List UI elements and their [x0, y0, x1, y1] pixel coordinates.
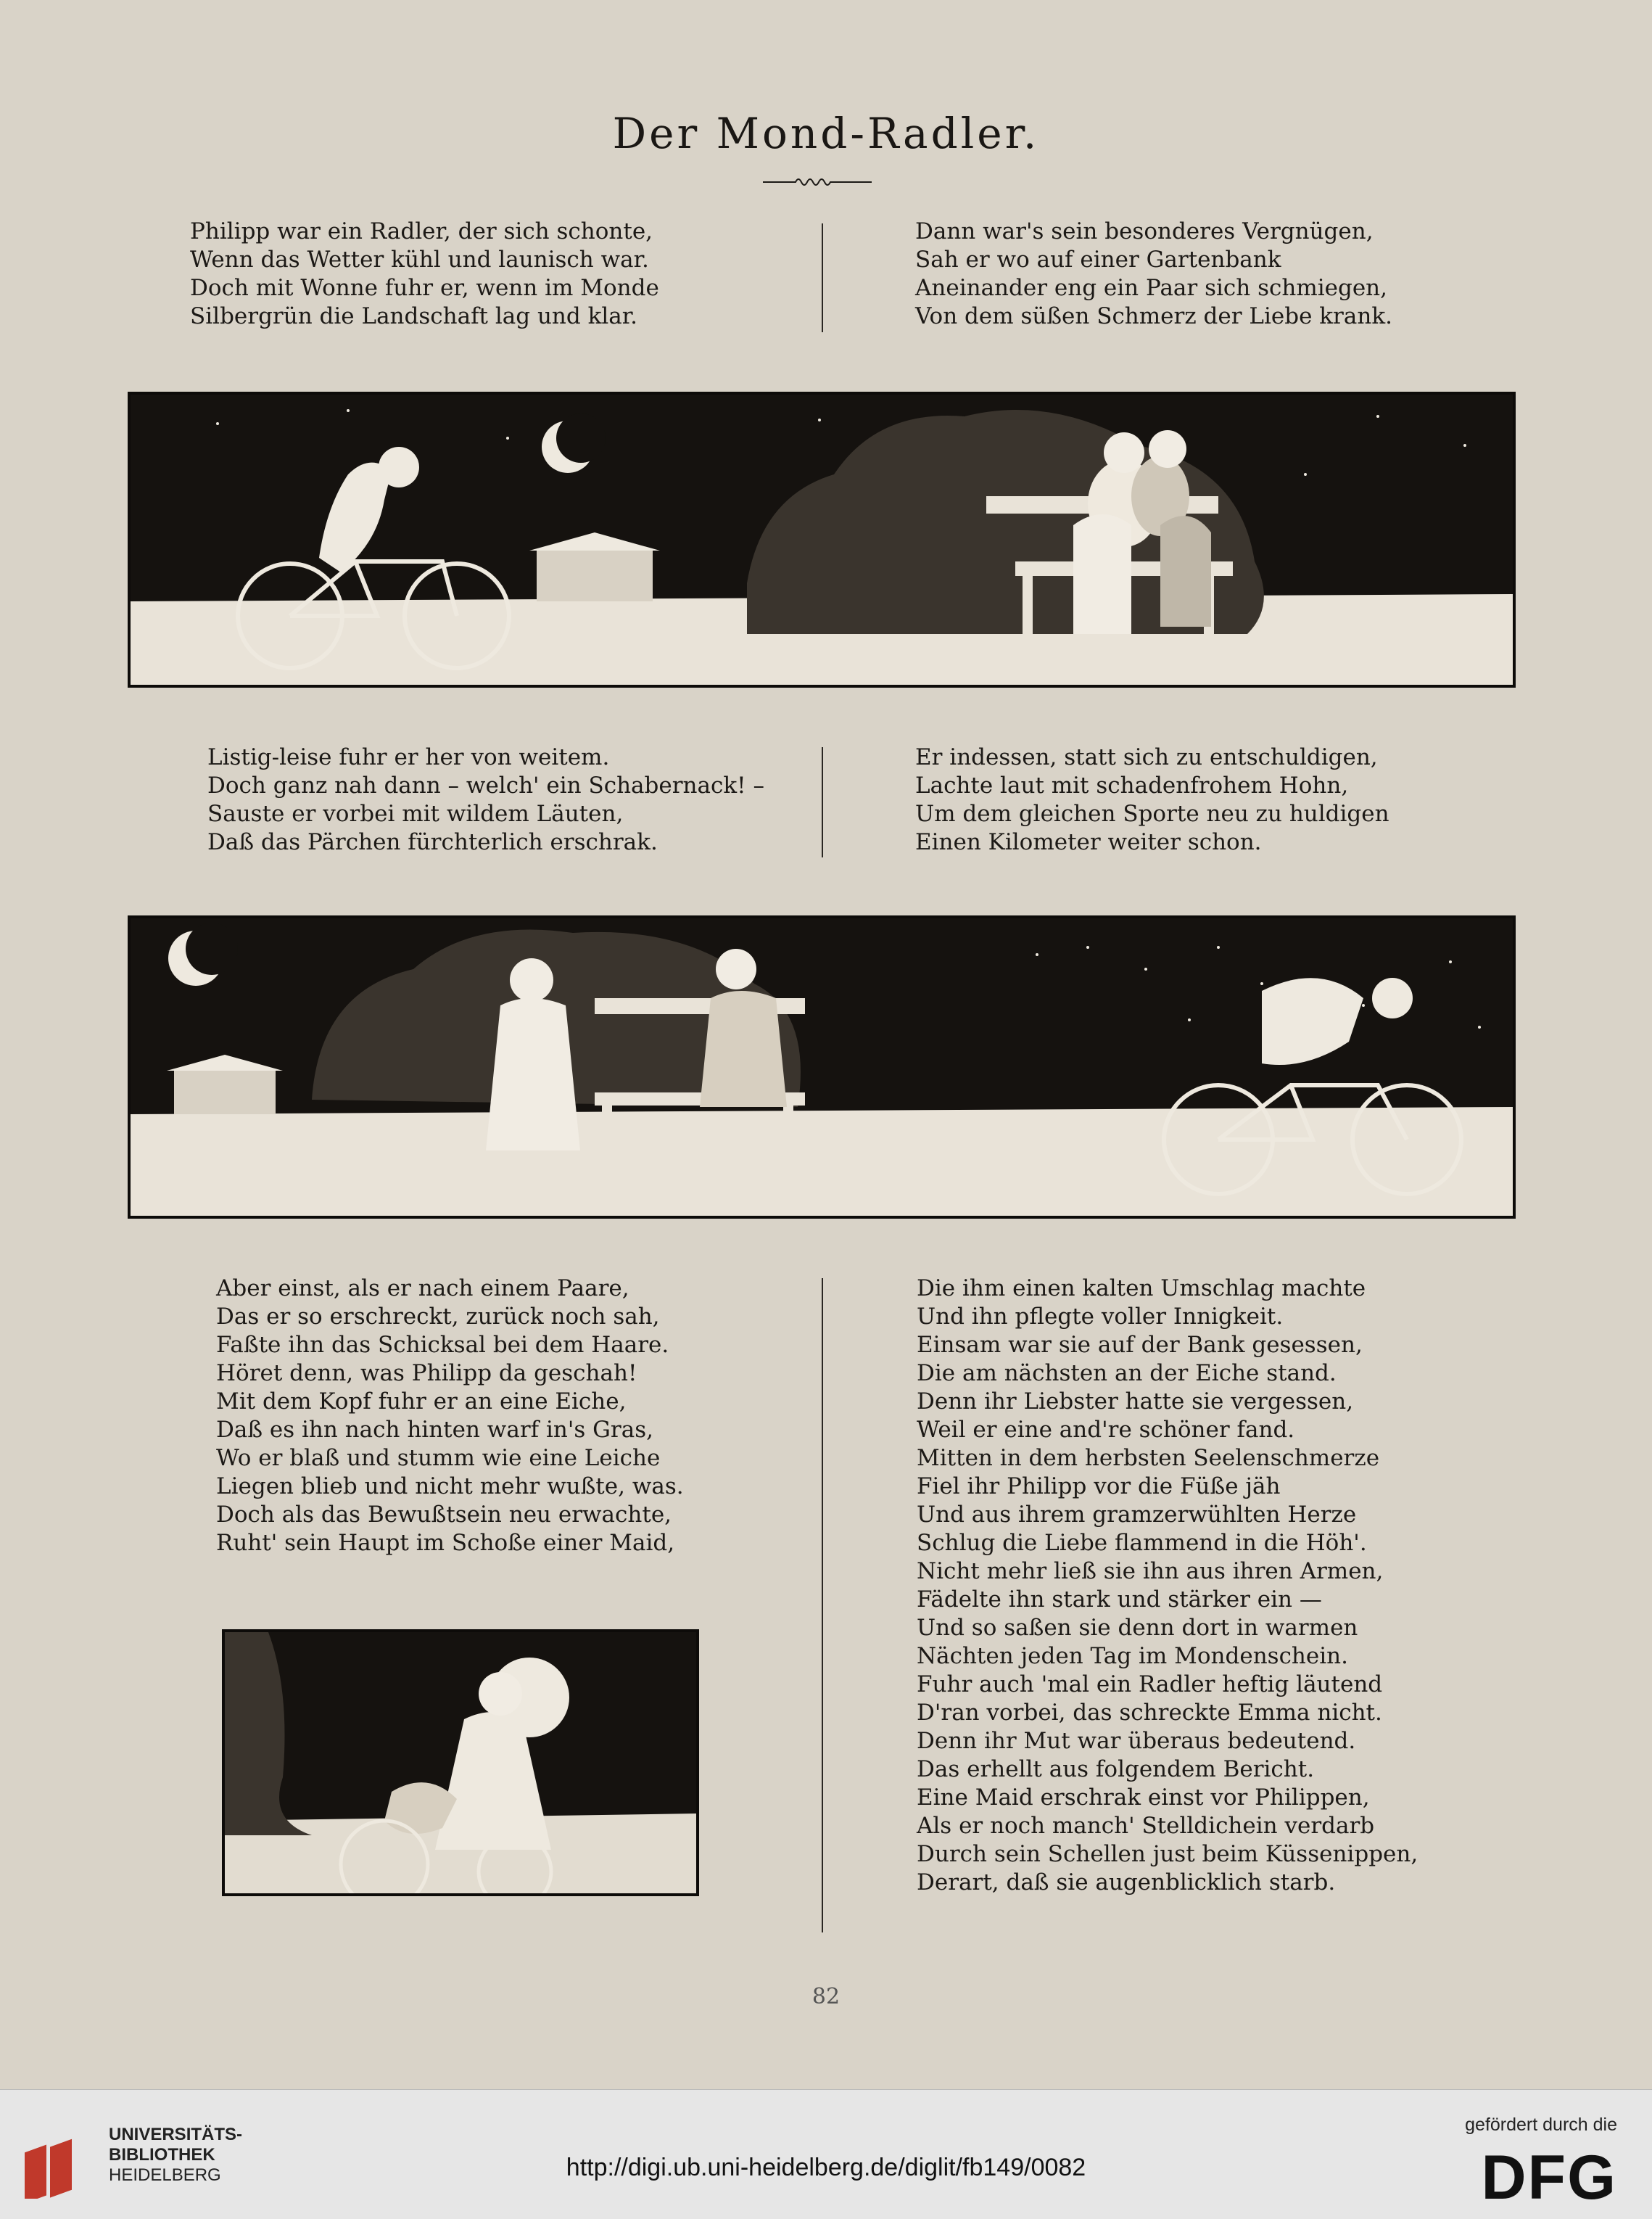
column-divider — [822, 223, 823, 332]
verse-line: Durch sein Schellen just beim Küssenippen, — [917, 1841, 1418, 1867]
verse-line: Einsam war sie auf der Bank gesessen, — [917, 1332, 1363, 1358]
verse-line: Das erhellt aus folgendem Bericht. — [917, 1756, 1315, 1782]
verse-line: Schlug die Liebe flammend in die Höh'. — [917, 1530, 1367, 1556]
verse-line: Einen Kilometer weiter schon. — [915, 829, 1262, 855]
verse-line: Die ihm einen kalten Umschlag machte — [917, 1275, 1366, 1301]
verse-line: Daß das Pärchen fürchterlich erschrak. — [207, 829, 658, 855]
verse-line: Sah er wo auf einer Gartenbank — [915, 247, 1281, 273]
column-divider — [822, 1278, 823, 1932]
verse-line: D'ran vorbei, das schreckte Emma nicht. — [917, 1700, 1382, 1726]
verse-line: Als er noch manch' Stelldichein verdarb — [917, 1813, 1375, 1839]
verse-line: Dann war's sein besonderes Vergnügen, — [915, 218, 1374, 244]
verse-line: Höret denn, was Philipp da geschah! — [216, 1360, 637, 1386]
verse-line: Faßte ihn das Schicksal bei dem Haare. — [216, 1332, 669, 1358]
stanza-2-left — [207, 744, 764, 857]
verse-line: Ruht' sein Haupt im Schoße einer Maid, — [216, 1530, 675, 1556]
verse-line: Doch mit Wonne fuhr er, wenn im Monde — [190, 275, 659, 301]
illustration-startled-couple-on-bench — [128, 915, 1516, 1219]
verse-line: Mit dem Kopf fuhr er an eine Eiche, — [216, 1388, 627, 1415]
verse-line: Fiel ihr Philipp vor die Füße jäh — [917, 1473, 1281, 1499]
verse-line: Fädelte ihn stark und stärker ein — — [917, 1586, 1322, 1613]
verse-line: Listig-leise fuhr er her von weitem. — [207, 744, 610, 770]
verse-line: Eine Maid erschrak einst vor Philippen, — [917, 1784, 1370, 1811]
verse-line: Fuhr auch 'mal ein Radler heftig läutend — [917, 1671, 1383, 1697]
verse-line: Doch als das Bewußtsein neu erwachte, — [216, 1502, 672, 1528]
verse-line: Weil er eine and're schöner fand. — [917, 1417, 1295, 1443]
page-number: 82 — [811, 1984, 841, 2009]
verse-line: Um dem gleichen Sporte neu zu huldigen — [915, 801, 1389, 827]
stanza-3-left — [216, 1275, 684, 1557]
verse-line: Nächten jeden Tag im Mondenschein. — [917, 1643, 1348, 1669]
illustration-cyclist-and-kissing-couple — [128, 392, 1516, 688]
verse-line: Sauste er vorbei mit wildem Läuten, — [207, 801, 624, 827]
poem-title: Der Mond-Radler. — [612, 109, 1040, 158]
title-ornament — [763, 174, 872, 190]
verse-line: Wo er blaß und stumm wie eine Leiche — [216, 1445, 661, 1471]
stanza-2-right — [915, 744, 1389, 857]
verse-line: Denn ihr Mut war überaus bedeutend. — [917, 1728, 1356, 1754]
verse-line: Das er so erschreckt, zurück noch sah, — [216, 1304, 660, 1330]
verse-line: Aneinander eng ein Paar sich schmiegen, — [915, 275, 1387, 301]
dfg-logo: DFG — [1481, 2143, 1617, 2212]
verse-line: Und ihn pflegte voller Innigkeit. — [917, 1304, 1284, 1330]
verse-line: Nicht mehr ließ sie ihn aus ihren Armen, — [917, 1558, 1384, 1584]
university-library-name: UNIVERSITÄTS- BIBLIOTHEK HEIDELBERG — [109, 2125, 243, 2185]
verse-line: Philipp war ein Radler, der sich schonte, — [190, 218, 653, 244]
illustration-maid-nursing-philipp — [222, 1629, 699, 1896]
verse-line: Und aus ihrem gramzerwühlten Herze — [917, 1502, 1357, 1528]
verse-line: Daß es ihn nach hinten warf in's Gras, — [216, 1417, 653, 1443]
funding-note: gefördert durch die — [1465, 2115, 1617, 2135]
verse-line: Aber einst, als er nach einem Paare, — [216, 1275, 629, 1301]
verse-line: Liegen blieb und nicht mehr wußte, was. — [216, 1473, 684, 1499]
verse-line: Die am nächsten an der Eiche stand. — [917, 1360, 1337, 1386]
verse-line: Doch ganz nah dann – welch' ein Schabernack! – — [207, 773, 764, 799]
verse-line: Silbergrün die Landschaft lag und klar. — [190, 303, 638, 329]
viewer-footer — [0, 2089, 1652, 2219]
column-divider — [822, 747, 823, 857]
verse-line: Er indessen, statt sich zu entschuldigen, — [915, 744, 1378, 770]
verse-line: Derart, daß sie augenblicklich starb. — [917, 1869, 1336, 1895]
verse-line: Und so saßen sie denn dort in warmen — [917, 1615, 1358, 1641]
stanza-3-right — [917, 1275, 1418, 1897]
permalink-url[interactable]: http://digi.ub.uni-heidelberg.de/diglit/fb149/0082 — [566, 2154, 1086, 2181]
stanza-1-right — [915, 218, 1392, 331]
verse-line: Mitten in dem herbsten Seelenschmerze — [917, 1445, 1380, 1471]
stanza-1-left — [190, 218, 659, 331]
verse-line: Von dem süßen Schmerz der Liebe krank. — [915, 303, 1392, 329]
verse-line: Lachte laut mit schadenfrohem Hohn, — [915, 773, 1349, 799]
verse-line: Denn ihr Liebster hatte sie vergessen, — [917, 1388, 1354, 1415]
verse-line: Wenn das Wetter kühl und launisch war. — [190, 247, 649, 273]
